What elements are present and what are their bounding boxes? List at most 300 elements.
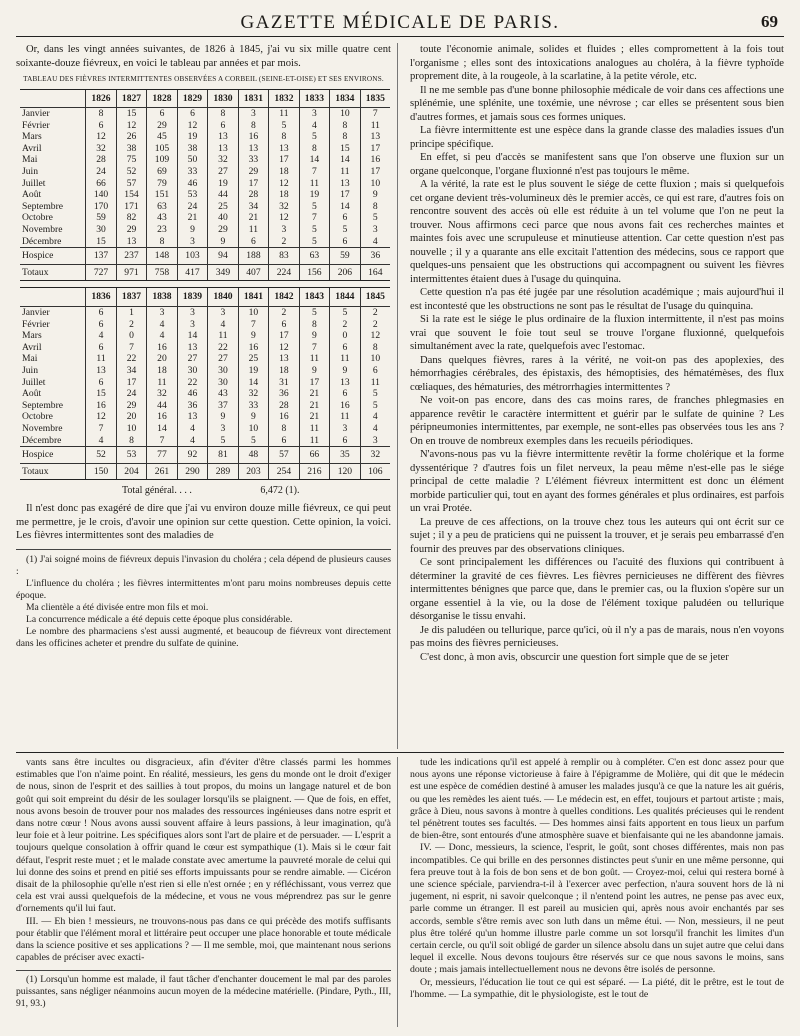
table-cell: 52 xyxy=(86,447,116,464)
table-cell: 94 xyxy=(208,248,238,265)
table-cell: 33 xyxy=(177,166,207,178)
table-cell: 154 xyxy=(116,189,146,201)
row-label: Novembre xyxy=(22,224,63,236)
table-cell: 13 xyxy=(360,131,390,143)
footnote-text: (1) Lorsqu'un homme est malade, il faut tâcher d'enchanter doucement le mal par des paroles puissantes, sans négliger néanmoins aucun moyen de la médecine matérielle. (Pindare, Pyth., III, 91, 93.) xyxy=(16,974,391,1010)
table-row xyxy=(20,447,390,464)
table-row xyxy=(20,342,390,354)
year-header: 1830 xyxy=(208,89,238,108)
table-cell: 5 xyxy=(360,212,390,224)
table-cell: 6 xyxy=(360,365,390,377)
table-cell: 203 xyxy=(238,463,268,480)
table-cell: 19 xyxy=(208,178,238,190)
row-label: Janvier xyxy=(22,108,50,120)
table-cell: 2 xyxy=(269,307,299,319)
row-label: Mars xyxy=(22,330,42,342)
table-cell: 5 xyxy=(299,236,329,248)
table-cell: 52 xyxy=(116,166,146,178)
table-cell: 4 xyxy=(147,319,177,331)
year-header: 1827 xyxy=(116,89,146,108)
table-cell: 17 xyxy=(116,377,146,389)
table-cell: 10 xyxy=(330,108,360,120)
table-cell: 3 xyxy=(269,224,299,236)
table-row xyxy=(20,388,390,400)
table-cell: 12 xyxy=(360,330,390,342)
table-cell: 224 xyxy=(269,264,299,281)
table-cell: 290 xyxy=(177,463,207,480)
body-paragraph: Cette question n'a pas été jugée par une résolution académique ; mais aujourd'hui il est incontesté que les obstructions ne sont pas le résultat de l'usage du quinquina. xyxy=(410,287,784,312)
table-cell: 40 xyxy=(208,212,238,224)
table-cell: 5 xyxy=(299,201,329,213)
table-cell: 16 xyxy=(238,131,268,143)
table-cell: 254 xyxy=(269,463,299,480)
left-column-top xyxy=(16,43,398,749)
table-cell: 63 xyxy=(147,201,177,213)
table-cell: 45 xyxy=(147,131,177,143)
right-column-bottom xyxy=(408,757,784,1027)
journal-title: GAZETTE MÉDICALE DE PARIS. xyxy=(240,12,560,33)
table-cell: 6 xyxy=(330,435,360,447)
table-row xyxy=(20,236,390,248)
table-row xyxy=(20,353,390,365)
table-row xyxy=(20,423,390,435)
year-header: 1845 xyxy=(360,288,390,307)
table-cell: 36 xyxy=(177,400,207,412)
table-cell: 9 xyxy=(238,330,268,342)
fever-table-1836-1845 xyxy=(20,287,390,480)
row-label: Février xyxy=(22,318,50,330)
table-cell: 43 xyxy=(208,388,238,400)
table-cell: 66 xyxy=(86,178,116,190)
table-cell: 5 xyxy=(299,131,329,143)
table-cell: 4 xyxy=(360,423,390,435)
table-cell: 11 xyxy=(330,353,360,365)
table-cell: 8 xyxy=(299,143,329,155)
table-cell: 50 xyxy=(177,154,207,166)
table-cell: 15 xyxy=(86,388,116,400)
table-cell: 8 xyxy=(238,120,268,132)
table-cell: 3 xyxy=(208,423,238,435)
table-cell: 12 xyxy=(116,120,146,132)
intro-paragraph: Or, dans les vingt années suivantes, de 1826 à 1845, j'ai vu six mille quatre cent soixante-douze fiévreux, en voici le tableau par années et par mois. xyxy=(16,44,391,69)
table-cell: 4 xyxy=(177,423,207,435)
table-cell: 7 xyxy=(238,319,268,331)
table-cell: 44 xyxy=(208,189,238,201)
table-cell: 8 xyxy=(86,108,116,120)
table-cell: 4 xyxy=(86,330,116,342)
table-cell: 171 xyxy=(116,201,146,213)
table-cell: 11 xyxy=(299,353,329,365)
table-cell: 24 xyxy=(177,201,207,213)
table-cell: 66 xyxy=(299,447,329,464)
table-cell: 12 xyxy=(86,131,116,143)
table-cell: 12 xyxy=(269,212,299,224)
body-paragraph: En effet, si peu d'accès se manifestent sans que l'on observe une fluxion sur un organe quelconque, l'organe fluxionné n'est pas toujours le même. xyxy=(410,152,784,177)
year-header: 1836 xyxy=(86,288,116,307)
year-header: 1831 xyxy=(238,89,268,108)
table-cell: 16 xyxy=(269,411,299,423)
table-cell: 3 xyxy=(299,108,329,120)
table-cell: 12 xyxy=(177,120,207,132)
grand-total-label: Total général. . . . xyxy=(122,485,192,497)
table-cell: 18 xyxy=(269,189,299,201)
year-header: 1839 xyxy=(177,288,207,307)
table-cell: 28 xyxy=(86,154,116,166)
row-label: Totaux xyxy=(20,264,86,281)
table-cell: 1 xyxy=(116,307,146,319)
table-cell: 75 xyxy=(116,154,146,166)
table-cell: 7 xyxy=(116,342,146,354)
table-cell: 9 xyxy=(299,365,329,377)
table-cell: 9 xyxy=(208,411,238,423)
feuilleton-paragraph: tude les indications qu'il est appelé à remplir ou à compléter. C'en est donc assez pour que nous ayons une réponse victorieuse à faire à l'épigramme de Molière, qui dit que le médecin est une espèce de comédien destiné à amuser les malades jusqu'à ce que la nature les ait guéris, ou que les remèdes les aient tués. — Le médecin est, en effet, toujours et partout artiste ; mais, grâce à Dieu, nous savons à montre à quelles conditions. Les qualités précieuses qui le rendent tel pénètrent toutes ses facultés. — Des hommes ainsi faits apportent en tous lieux un parfum de bien-être, sont entourés d'une atmosphère suave et bienfaisante qui ne les abandonne jamais. xyxy=(410,757,784,842)
table-cell: 24 xyxy=(86,166,116,178)
row-label: Août xyxy=(22,189,42,201)
table-cell: 17 xyxy=(238,178,268,190)
table-cell: 13 xyxy=(330,377,360,389)
table-cell: 6 xyxy=(177,108,207,120)
table-cell: 2 xyxy=(269,236,299,248)
table-cell: 4 xyxy=(177,435,207,447)
row-label: Totaux xyxy=(20,463,86,480)
table-cell: 33 xyxy=(238,154,268,166)
grand-total xyxy=(122,485,391,496)
table-cell: 13 xyxy=(238,143,268,155)
table-cell: 11 xyxy=(86,353,116,365)
table-cell: 6 xyxy=(330,212,360,224)
table-row xyxy=(20,166,390,178)
feuilleton-paragraph: III. — Eh bien ! messieurs, ne trouvons-nous pas dans ce qui précède des motifs suffisants pour établir que l'élément moral et littéraire peut occuper une place honorable et toute médicale dans la science positive et ses applications ? — Il me semble, moi, que maintenant nous serions capables de préciser avec exacti- xyxy=(16,915,391,964)
feuilleton-section xyxy=(16,757,784,1027)
table-cell: 20 xyxy=(116,411,146,423)
body-paragraph: La fièvre intermittente est une espèce dans la grande classe des maladies issues d'un principe spécifique. xyxy=(410,125,784,150)
table-cell: 27 xyxy=(208,166,238,178)
table-cell: 81 xyxy=(208,447,238,464)
table-cell: 7 xyxy=(299,212,329,224)
table-cell: 32 xyxy=(360,447,390,464)
table-cell: 33 xyxy=(238,400,268,412)
row-label: Octobre xyxy=(22,411,53,423)
row-label: Décembre xyxy=(22,434,62,446)
table-cell: 6 xyxy=(330,342,360,354)
table-cell: 11 xyxy=(330,166,360,178)
year-header: 1835 xyxy=(360,89,390,108)
table-row xyxy=(20,131,390,143)
table-cell: 6 xyxy=(86,319,116,331)
table-cell: 69 xyxy=(147,166,177,178)
table-cell: 15 xyxy=(116,108,146,120)
table-cell: 8 xyxy=(269,423,299,435)
row-label: Décembre xyxy=(22,235,62,247)
table-cell: 971 xyxy=(116,264,146,281)
table-cell: 13 xyxy=(86,365,116,377)
table-row xyxy=(20,411,390,423)
table-row xyxy=(20,319,390,331)
table-cell: 7 xyxy=(147,435,177,447)
table-cell: 9 xyxy=(299,330,329,342)
table-cell: 407 xyxy=(238,264,268,281)
row-label: Janvier xyxy=(22,307,50,318)
row-label: Mars xyxy=(22,131,42,143)
page-header xyxy=(16,10,784,37)
row-label: Février xyxy=(22,119,50,131)
year-header: 1828 xyxy=(147,89,177,108)
year-header: 1844 xyxy=(330,288,360,307)
table-cell: 15 xyxy=(330,143,360,155)
table-cell: 289 xyxy=(208,463,238,480)
table-cell: 216 xyxy=(299,463,329,480)
table-cell: 7 xyxy=(360,108,390,120)
notes-divider xyxy=(16,549,391,550)
table-row xyxy=(20,400,390,412)
table-cell: 2 xyxy=(360,307,390,319)
table-cell: 727 xyxy=(86,264,116,281)
table-cell: 156 xyxy=(299,264,329,281)
table-cell: 16 xyxy=(330,400,360,412)
table-cell: 151 xyxy=(147,189,177,201)
month-column-header xyxy=(20,288,86,307)
table-cell: 32 xyxy=(147,388,177,400)
table-cell: 204 xyxy=(116,463,146,480)
table-cell: 3 xyxy=(238,108,268,120)
table-cell: 82 xyxy=(116,212,146,224)
year-header: 1832 xyxy=(269,89,299,108)
table-cell: 24 xyxy=(116,388,146,400)
row-label: Septembre xyxy=(22,399,64,411)
body-paragraph: C'est donc, à mon avis, obscurcir une question fort simple que de se jeter xyxy=(420,651,729,663)
table-cell: 32 xyxy=(86,143,116,155)
table-row xyxy=(20,264,390,281)
row-label: Hospice xyxy=(20,447,86,464)
table-cell: 6 xyxy=(330,388,360,400)
feuilleton-paragraph: Or, messieurs, l'éducation lie tout ce qui est séparé. — La piété, dit le prêtre, est le tout de l'homme. — La sympathie, dit le physiologiste, est le tout de xyxy=(410,976,784,1000)
table-cell: 3 xyxy=(177,307,207,319)
row-label: Novembre xyxy=(22,422,63,434)
table-cell: 5 xyxy=(330,224,360,236)
table-cell: 29 xyxy=(116,224,146,236)
table-cell: 11 xyxy=(360,120,390,132)
table-cell: 43 xyxy=(147,212,177,224)
table-cell: 103 xyxy=(177,248,207,265)
right-column-top xyxy=(408,43,784,749)
table-cell: 29 xyxy=(208,224,238,236)
table-row xyxy=(20,143,390,155)
year-header: 1843 xyxy=(299,288,329,307)
table-cell: 109 xyxy=(147,154,177,166)
table-cell: 2 xyxy=(360,319,390,331)
upper-section xyxy=(16,43,784,749)
table-cell: 10 xyxy=(238,307,268,319)
after-table-paragraph: Il n'est donc pas exagéré de dire que j'ai vu environ douze mille fiévreux, ce qui peut me permettre, je le crois, d'avoir une opinion sur cette question. Cette opinion, la voici. Les fièvres intermittentes sont des maladies de xyxy=(16,503,391,542)
table-cell: 120 xyxy=(330,463,360,480)
table-cell: 5 xyxy=(238,435,268,447)
table-cell: 23 xyxy=(147,224,177,236)
table-cell: 21 xyxy=(177,212,207,224)
table-cell: 13 xyxy=(208,131,238,143)
table-cell: 34 xyxy=(116,365,146,377)
table-cell: 16 xyxy=(86,400,116,412)
table-cell: 59 xyxy=(86,212,116,224)
table-row xyxy=(20,212,390,224)
table-cell: 27 xyxy=(177,353,207,365)
left-column-bottom xyxy=(16,757,398,1027)
table-cell: 37 xyxy=(208,400,238,412)
table-cell: 22 xyxy=(116,353,146,365)
table-cell: 7 xyxy=(299,342,329,354)
footnote-line: La concurrence médicale a été depuis cette époque plus considérable. xyxy=(26,613,293,625)
table-cell: 38 xyxy=(177,143,207,155)
table-row xyxy=(20,463,390,480)
year-header: 1840 xyxy=(208,288,238,307)
table-cell: 417 xyxy=(177,264,207,281)
row-label: Mai xyxy=(22,154,38,166)
table-cell: 3 xyxy=(360,435,390,447)
footnote-line: Le nombre des pharmaciens s'est aussi augmenté, et beaucoup de fiévreux vont directement dans les officines acheter et prendre du sulfate de quinine. xyxy=(16,625,391,649)
table-cell: 53 xyxy=(116,447,146,464)
row-label: Mai xyxy=(22,353,38,365)
table-cell: 53 xyxy=(177,189,207,201)
table-cell: 17 xyxy=(269,330,299,342)
table-cell: 22 xyxy=(177,377,207,389)
table-cell: 148 xyxy=(147,248,177,265)
table-cell: 6 xyxy=(86,307,116,319)
table-cell: 17 xyxy=(360,143,390,155)
body-paragraph: Il ne me semble pas d'une bonne philosophie médicale de voir dans ces affections une splénémie, une splénite, une toxémie, une névrose ; car elles se présentent sous bien d'autres formes, et jamais sous ces formes uniques. xyxy=(410,84,784,123)
table-cell: 17 xyxy=(299,377,329,389)
feuilleton-divider xyxy=(16,752,784,753)
body-paragraph: A la vérité, la rate est le plus souvent le siége de cette fluxion ; mais si quelquefois cet organe devient très-volumineux dès le premier accès, ce qui est rare, d'autres fois on rencontre souvent des accès où elle est réduite à un tel volume que l'on ne peut la trouver. Nous affirmons ceci parce que nous avons fait ces recherches maintes et maintes fois avec une scrupuleuse et minutieuse attention. Car cette question n'est pas nouvelle ; il y a quarante ans elle excitait l'attention des médecins, sous ce rapport que quelques-uns pensaient que les obstructions qui accompagnent ou suivent les fièvres intermittentes étaient dues à l'usage du quinquina. xyxy=(410,179,784,285)
table-cell: 30 xyxy=(208,377,238,389)
year-header: 1838 xyxy=(147,288,177,307)
table-cell: 5 xyxy=(360,400,390,412)
year-header: 1829 xyxy=(177,89,207,108)
table-cell: 6 xyxy=(86,377,116,389)
table-cell: 137 xyxy=(86,248,116,265)
table-cell: 5 xyxy=(269,120,299,132)
table-cell: 32 xyxy=(269,201,299,213)
table-cell: 7 xyxy=(299,166,329,178)
table-cell: 188 xyxy=(238,248,268,265)
table-cell: 16 xyxy=(147,342,177,354)
table-cell: 21 xyxy=(299,388,329,400)
table-row xyxy=(20,377,390,389)
table-cell: 206 xyxy=(330,264,360,281)
footnotes-top xyxy=(16,554,391,650)
table-cell: 21 xyxy=(299,400,329,412)
table-cell: 11 xyxy=(330,411,360,423)
table-cell: 28 xyxy=(238,189,268,201)
table-cell: 17 xyxy=(360,166,390,178)
table-cell: 11 xyxy=(238,224,268,236)
table-cell: 28 xyxy=(269,400,299,412)
table-cell: 30 xyxy=(208,365,238,377)
table-cell: 4 xyxy=(147,330,177,342)
table-cell: 5 xyxy=(330,307,360,319)
table-cell: 44 xyxy=(147,400,177,412)
body-paragraph: Ce sont principalement les différences ou l'acuité des fluxions qui contribuent à déterminer la gravité de ces fièvres. Les fièvres pernicieuses ne diffèrent des fièvres intermittentes bénignes que parce que, dans le premier cas, ou la fluxion s'opère sur un organe essentiel à la vie, ou la dose de l'élément toxique paludéen ou tellurique désorganise le tissu envahi. xyxy=(410,557,784,622)
table-cell: 26 xyxy=(116,131,146,143)
table-row xyxy=(20,154,390,166)
table-cell: 13 xyxy=(177,342,207,354)
table-cell: 19 xyxy=(238,365,268,377)
table-cell: 13 xyxy=(116,236,146,248)
table-row xyxy=(20,224,390,236)
table-cell: 27 xyxy=(208,353,238,365)
body-paragraph: Si la rate est le siége le plus ordinaire de la fluxion intermittente, il n'est pas moins vrai que souvent le foie tout seul se trouve l'organe fluxionné, quelquefois simultanément avec la rate, quelquefois avec l'estomac. xyxy=(410,314,784,352)
table-cell: 46 xyxy=(177,388,207,400)
table-cell: 14 xyxy=(330,154,360,166)
table-cell: 16 xyxy=(360,154,390,166)
row-label: Avril xyxy=(22,341,42,353)
table-cell: 46 xyxy=(177,178,207,190)
table-cell: 12 xyxy=(269,342,299,354)
table-cell: 3 xyxy=(208,307,238,319)
table-row xyxy=(20,189,390,201)
table-cell: 29 xyxy=(238,166,268,178)
table-cell: 30 xyxy=(177,365,207,377)
table-cell: 29 xyxy=(116,400,146,412)
year-header: 1842 xyxy=(269,288,299,307)
table-cell: 7 xyxy=(86,423,116,435)
table-cell: 14 xyxy=(177,330,207,342)
body-paragraph: Je dis paludéen ou tellurique, parce qu'ici, où il n'y a pas de marais, nous n'en voyons pas moins des fièvres pernicieuses. xyxy=(410,624,784,649)
table-row xyxy=(20,201,390,213)
table-cell: 5 xyxy=(208,435,238,447)
table-cell: 48 xyxy=(238,447,268,464)
table-cell: 106 xyxy=(360,463,390,480)
table-cell: 25 xyxy=(238,353,268,365)
table-cell: 2 xyxy=(330,319,360,331)
table-cell: 6 xyxy=(330,236,360,248)
table-cell: 11 xyxy=(299,423,329,435)
row-label: Avril xyxy=(22,142,42,154)
table-cell: 105 xyxy=(147,143,177,155)
year-header: 1833 xyxy=(299,89,329,108)
table-cell: 5 xyxy=(299,307,329,319)
table-cell: 8 xyxy=(269,131,299,143)
table-cell: 8 xyxy=(208,108,238,120)
table-cell: 14 xyxy=(299,154,329,166)
table-cell: 261 xyxy=(147,463,177,480)
table-cell: 6 xyxy=(238,236,268,248)
body-paragraph: La preuve de ces affections, on la trouve chez tous les auteurs qui ont écrit sur ce sujet ; il y a peu de praticiens qui ne puissent la trouver, et je serais peu embarrassé d'en fournir des preuves par des observations cliniques. xyxy=(410,516,784,555)
table-cell: 36 xyxy=(269,388,299,400)
table-cell: 3 xyxy=(177,319,207,331)
footnote-line: L'influence du choléra ; les fièvres intermittentes m'ont paru moins nombreuses depuis cette époque. xyxy=(16,577,391,601)
table-cell: 6 xyxy=(86,120,116,132)
table-cell: 9 xyxy=(330,365,360,377)
table-cell: 170 xyxy=(86,201,116,213)
row-label: Juillet xyxy=(22,177,46,189)
feuilleton-paragraph: vants sans être incultes ou disgracieux, afin d'éviter d'être classés parmi les hommes estimables que l'on n'aime point. En réalité, messieurs, les gens du monde ont le droit d'exiger de nous, sinon de l'esprit et des saillies à tout propos, du moins un langage naturel et de bon goût qui soit empreint du désir de les soulager lorsqu'ils se plaignent. — Que de fois, en effet, nous avons besoin de trouver pour nos malades des ressources ingénieuses dans notre esprit et dans notre cœur ! Nous avons aussi souvent affaire à leurs passions, à leur imagination, qu'à leur foie et à leur poitrine. Les spécifiques alors sont l'art de plaire et de persuader. — L'esprit a toujours quelque consolation à offrir quand le cœur est sympathique (1). Mais si le cœur fait défaut, l'esprit reste muet ; et le malade constate avec amertume la pauvreté morale de celui qui lui donne des soins et prend en pitié ses efforts impuissants pour se rendre aimable. — Cicéron disait de la philosophie qu'elle n'est rien si elle n'est ornée ; en y réfléchissant, vous verrez que cela est vrai aussi quelquefois de la médecine, et vous ne vous méprendrez pas sur le genre d'ornements qu'il lui faut. xyxy=(16,757,391,915)
table-cell: 9 xyxy=(238,411,268,423)
table-cell: 8 xyxy=(147,236,177,248)
table-cell: 6 xyxy=(86,342,116,354)
row-label: Hospice xyxy=(20,248,86,265)
table-cell: 4 xyxy=(360,411,390,423)
table-cell: 21 xyxy=(238,212,268,224)
table-cell: 57 xyxy=(269,447,299,464)
page-number: 69 xyxy=(761,12,778,31)
table-cell: 5 xyxy=(299,224,329,236)
table-cell: 13 xyxy=(208,143,238,155)
table-cell: 34 xyxy=(238,201,268,213)
body-paragraph: Dans quelques fièvres, rares à la vérité, ne voit-on pas des apoplexies, des hémorrhagies cérébrales, des épistaxis, des hémoptisies, des hématémèses, des flux cœliaques, des hématuries, des métrorrhagies intermittentes ? xyxy=(410,354,784,393)
table-cell: 150 xyxy=(86,463,116,480)
footnote-line: Ma clientèle a été divisée entre mon fils et moi. xyxy=(26,601,209,613)
row-label: Juin xyxy=(22,166,38,178)
table-cell: 12 xyxy=(86,411,116,423)
